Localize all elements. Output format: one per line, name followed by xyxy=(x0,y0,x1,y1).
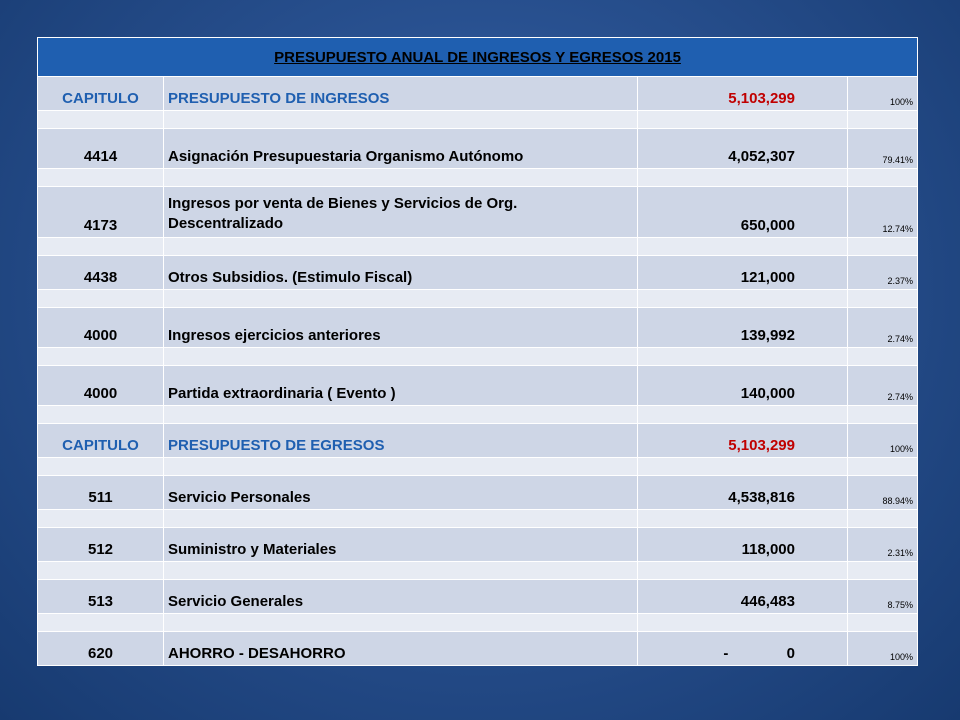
row-desc: AHORRO - DESAHORRO xyxy=(164,632,638,666)
row-code: 511 xyxy=(38,476,164,510)
row-desc: Ingresos ejercicios anteriores xyxy=(164,308,638,348)
row-desc: Servicio Personales xyxy=(164,476,638,510)
row-amount: 4,052,307 xyxy=(638,129,848,169)
row-code: 4438 xyxy=(38,256,164,290)
ingresos-pct: 100% xyxy=(848,77,918,111)
row-desc: Suministro y Materiales xyxy=(164,528,638,562)
spacer-row xyxy=(38,348,918,366)
row-code: 620 xyxy=(38,632,164,666)
capitulo-label: CAPITULO xyxy=(38,77,164,111)
capitulo-label: CAPITULO xyxy=(38,424,164,458)
row-desc: Asignación Presupuestaria Organismo Autónomo xyxy=(164,129,638,169)
table-row xyxy=(38,129,918,169)
row-pct: 100% xyxy=(848,632,918,666)
table-row xyxy=(38,476,918,510)
row-amount: - 0 xyxy=(638,632,848,666)
spacer-row xyxy=(38,458,918,476)
row-pct: 2.37% xyxy=(848,256,918,290)
row-amount: 4,538,816 xyxy=(638,476,848,510)
row-code: 513 xyxy=(38,580,164,614)
spacer-row xyxy=(38,290,918,308)
ingresos-title: PRESUPUESTO DE INGRESOS xyxy=(164,77,638,111)
row-pct: 88.94% xyxy=(848,476,918,510)
table-title: PRESUPUESTO ANUAL DE INGRESOS Y EGRESOS 2015 xyxy=(38,38,918,77)
table-row xyxy=(38,308,918,348)
row-pct: 2.31% xyxy=(848,528,918,562)
ingresos-header-row xyxy=(38,77,918,111)
row-desc: Ingresos por venta de Bienes y Servicios de Org. Descentralizado xyxy=(164,187,638,238)
table-row xyxy=(38,366,918,406)
row-desc: Partida extraordinaria ( Evento ) xyxy=(164,366,638,406)
row-pct: 2.74% xyxy=(848,366,918,406)
spacer-row xyxy=(38,111,918,129)
row-code: 4173 xyxy=(38,187,164,238)
row-pct: 12.74% xyxy=(848,187,918,238)
row-amount: 140,000 xyxy=(638,366,848,406)
row-amount: 446,483 xyxy=(638,580,848,614)
ingresos-total: 5,103,299 xyxy=(638,77,848,111)
row-code: 4000 xyxy=(38,366,164,406)
spacer-row xyxy=(38,562,918,580)
table-row xyxy=(38,528,918,562)
spacer-row xyxy=(38,238,918,256)
row-amount: 121,000 xyxy=(638,256,848,290)
table-row xyxy=(38,187,918,238)
row-desc: Otros Subsidios. (Estimulo Fiscal) xyxy=(164,256,638,290)
spacer-row xyxy=(38,406,918,424)
row-code: 512 xyxy=(38,528,164,562)
egresos-total: 5,103,299 xyxy=(638,424,848,458)
row-desc: Servicio Generales xyxy=(164,580,638,614)
row-pct: 2.74% xyxy=(848,308,918,348)
egresos-title: PRESUPUESTO DE EGRESOS xyxy=(164,424,638,458)
spacer-row xyxy=(38,169,918,187)
budget-table xyxy=(37,37,918,666)
row-amount: 650,000 xyxy=(638,187,848,238)
table-row xyxy=(38,256,918,290)
row-code: 4000 xyxy=(38,308,164,348)
row-amount: 118,000 xyxy=(638,528,848,562)
spacer-row xyxy=(38,614,918,632)
spacer-row xyxy=(38,510,918,528)
row-code: 4414 xyxy=(38,129,164,169)
row-amount: 139,992 xyxy=(638,308,848,348)
row-pct: 79.41% xyxy=(848,129,918,169)
egresos-pct: 100% xyxy=(848,424,918,458)
table-title-row xyxy=(38,38,918,77)
table-row xyxy=(38,580,918,614)
final-row xyxy=(38,632,918,666)
egresos-header-row xyxy=(38,424,918,458)
row-pct: 8.75% xyxy=(848,580,918,614)
